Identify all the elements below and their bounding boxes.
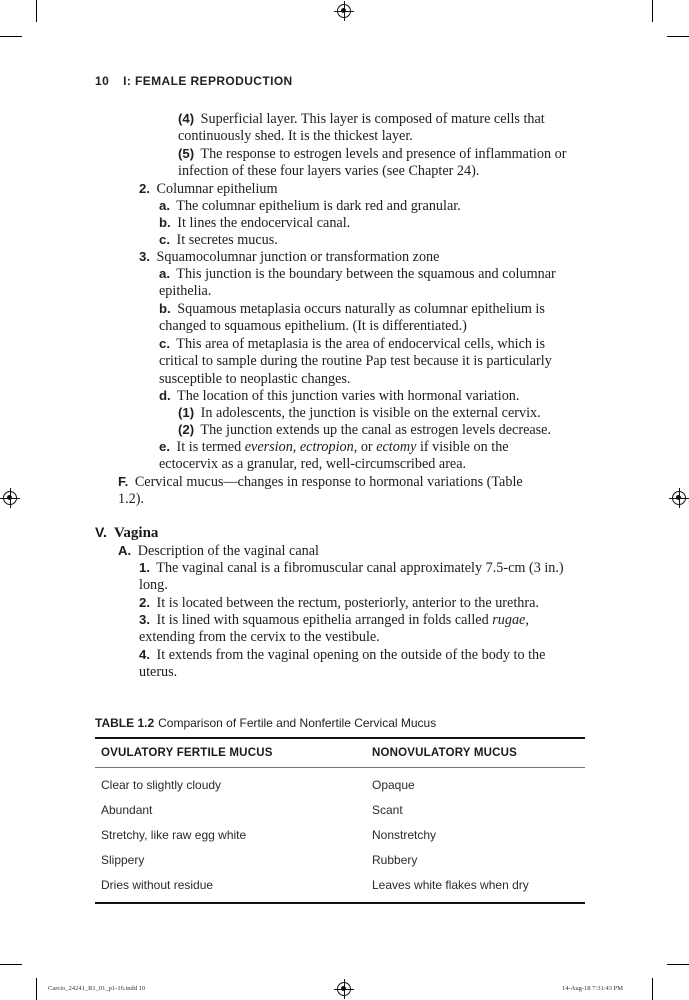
table-row	[95, 797, 585, 822]
registration-mark-icon	[3, 491, 17, 505]
print-slug-file: Carcio_24241_R1_01_p1-16.indd 10	[48, 985, 146, 992]
page-number: 10	[95, 74, 110, 88]
table-row	[95, 772, 585, 797]
list-item: b. It lines the endocervical canal.	[159, 215, 351, 231]
list-item: (1) In adolescents, the junction is visible on the external cervix.	[178, 405, 541, 421]
table-cell: Slippery	[101, 853, 145, 868]
table-cell: Nonstretchy	[372, 827, 437, 842]
list-item: b. Squamous metaplasia occurs naturally as columnar epithelium is changed to squamous epithelium. (It is differentiated.)	[159, 301, 545, 335]
list-item: 2. It is located between the rectum, posteriorly, anterior to the urethra.	[139, 595, 539, 611]
table-cell: Clear to slightly cloudy	[101, 777, 222, 792]
list-item: c. It secretes mucus.	[159, 232, 278, 248]
table-cell: Abundant	[101, 802, 153, 817]
table-cell: Stretchy, like raw egg white	[101, 827, 247, 842]
list-item: a. The columnar epithelium is dark red and granular.	[159, 198, 461, 214]
list-item: F. Cervical mucus—changes in response to hormonal variations (Table 1.2).	[118, 474, 523, 508]
section-heading: V. Vagina	[95, 524, 159, 541]
list-item: 3. Squamocolumnar junction or transformation zone	[139, 249, 440, 265]
list-item: (4) Superficial layer. This layer is composed of mature cells that continuously shed. It is the thickest layer.	[178, 111, 545, 145]
crop-mark	[0, 36, 22, 37]
table-row	[95, 848, 585, 873]
list-item: 3. It is lined with squamous epithelia arranged in folds called rugae, extending from the cervix to the vestibule.	[139, 612, 529, 646]
registration-mark-icon	[337, 982, 351, 996]
table-cell: Leaves white flakes when dry	[372, 878, 529, 893]
chapter-title: I: FEMALE REPRODUCTION	[123, 74, 293, 88]
list-item: c. This area of metaplasia is the area of endocervical cells, which is critical to sample during the routine Pap test because it is particularly susceptible to neoplastic changes.	[159, 336, 552, 387]
table-row	[95, 873, 585, 898]
running-head	[95, 74, 293, 88]
mucus-comparison-table	[95, 737, 585, 904]
registration-mark-icon	[337, 4, 351, 18]
crop-mark	[667, 964, 689, 965]
crop-mark	[0, 964, 22, 965]
list-item: (5) The response to estrogen levels and presence of inflammation or infection of these four layers varies (see Chapter 24).	[178, 146, 567, 180]
crop-mark	[36, 0, 37, 22]
list-item: d. The location of this junction varies with hormonal variation.	[159, 388, 520, 404]
table-header-row	[95, 739, 585, 767]
table-cell: Rubbery	[372, 853, 418, 868]
list-item: e. It is termed eversion, ectropion, or ectomy if visible on the ectocervix as a granular, red, well-circumscribed area.	[159, 439, 509, 473]
registration-mark-icon	[672, 491, 686, 505]
list-item: A. Description of the vaginal canal	[118, 543, 319, 559]
table-cell: Scant	[372, 802, 403, 817]
crop-mark	[652, 0, 653, 22]
list-item: 1. The vaginal canal is a fibromuscular canal approximately 7.5-cm (3 in.) long.	[139, 560, 564, 594]
list-item: 4. It extends from the vaginal opening on the outside of the body to the uterus.	[139, 647, 546, 681]
column-header: NONOVULATORY MUCUS	[372, 747, 518, 759]
crop-mark	[667, 36, 689, 37]
list-item: a. This junction is the boundary between the squamous and columnar epithelia.	[159, 266, 556, 300]
table-row	[95, 822, 585, 847]
print-slug-date: 14-Aug-18 7:31:43 PM	[562, 985, 624, 992]
table-cell: Dries without residue	[101, 878, 214, 893]
table-rule	[95, 902, 585, 904]
column-header: OVULATORY FERTILE MUCUS	[101, 747, 273, 759]
crop-mark	[652, 978, 653, 1000]
list-item: 2. Columnar epithelium	[139, 181, 278, 197]
table-caption: TABLE 1.2 Comparison of Fertile and Nonfertile Cervical Mucus	[95, 716, 437, 730]
table-cell: Opaque	[372, 777, 415, 792]
crop-mark	[36, 978, 37, 1000]
list-item: (2) The junction extends up the canal as estrogen levels decrease.	[178, 422, 552, 438]
